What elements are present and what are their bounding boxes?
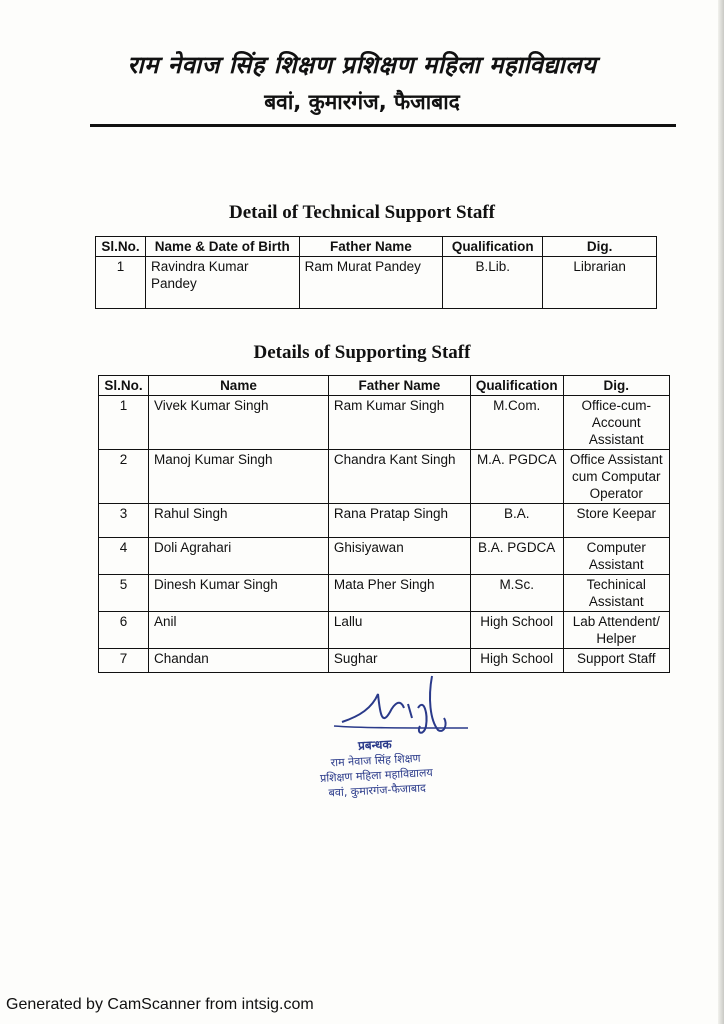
cell-name: Manoj Kumar Singh	[148, 450, 328, 504]
cell-qualification: M.Sc.	[470, 575, 563, 612]
supporting-staff-table	[98, 375, 670, 673]
cell-dig: Lab Attendent/ Helper	[563, 612, 669, 649]
cell-qualification: High School	[470, 612, 563, 649]
table-row	[99, 538, 670, 575]
table-row	[96, 257, 657, 309]
col-header-qualification: Qualification	[443, 237, 543, 257]
cell-slno: 1	[96, 257, 146, 309]
col-header-dig: Dig.	[563, 376, 669, 396]
institute-address: बवां, कुमारगंज, फैजाबाद	[264, 90, 460, 114]
cell-name: Chandan	[148, 649, 328, 673]
col-header-name: Name	[148, 376, 328, 396]
col-header-qualification: Qualification	[470, 376, 563, 396]
supporting-staff-title: Details of Supporting Staff	[253, 342, 471, 363]
table-row	[99, 612, 670, 649]
cell-dig: Techinical Assistant	[563, 575, 669, 612]
technical-staff-title: Detail of Technical Support Staff	[228, 202, 496, 223]
cell-qualification: B.Lib.	[443, 257, 543, 309]
cell-slno: 1	[99, 396, 149, 450]
cell-slno: 5	[99, 575, 149, 612]
principal-stamp	[295, 734, 458, 802]
col-header-slno: Sl.No.	[99, 376, 149, 396]
header-divider	[90, 124, 676, 127]
stamp-line: राम नेवाज सिंह शिक्षण	[330, 751, 421, 770]
cell-qualification: B.A.	[470, 504, 563, 538]
cell-father: Ram Murat Pandey	[299, 257, 443, 309]
cell-slno: 2	[99, 450, 149, 504]
table-row	[99, 396, 670, 450]
cell-father: Ghisiyawan	[328, 538, 470, 575]
stamp-line: प्रशिक्षण महिला महाविद्यालय	[319, 766, 434, 785]
cell-slno: 6	[99, 612, 149, 649]
cell-father: Mata Pher Singh	[328, 575, 470, 612]
cell-father: Rana Pratap Singh	[328, 504, 470, 538]
table-row	[99, 450, 670, 504]
cell-father: Ram Kumar Singh	[328, 396, 470, 450]
cell-slno: 4	[99, 538, 149, 575]
cell-name: Dinesh Kumar Singh	[148, 575, 328, 612]
cell-name: Rahul Singh	[148, 504, 328, 538]
stamp-title: प्रबन्धक	[357, 737, 392, 753]
cell-name: Vivek Kumar Singh	[148, 396, 328, 450]
cell-qualification: M.A. PGDCA	[470, 450, 563, 504]
cell-dig: Office Assistant cum Computar Operator	[563, 450, 669, 504]
cell-slno: 7	[99, 649, 149, 673]
cell-qualification: B.A. PGDCA	[470, 538, 563, 575]
cell-qualification: High School	[470, 649, 563, 673]
scanner-footer: Generated by CamScanner from intsig.com	[6, 996, 314, 1013]
cell-dig: Store Keepar	[563, 504, 669, 538]
table-row	[99, 575, 670, 612]
page-edge-shadow	[718, 0, 724, 1024]
cell-dig: Librarian	[543, 257, 657, 309]
cell-father: Sughar	[328, 649, 470, 673]
cell-name: Anil	[148, 612, 328, 649]
stamp-line: बवां, कुमारगंज-फैजाबाद	[328, 781, 427, 800]
col-header-father: Father Name	[328, 376, 470, 396]
col-header-father: Father Name	[299, 237, 443, 257]
technical-staff-table	[95, 236, 657, 309]
cell-name: Ravindra Kumar Pandey	[145, 257, 299, 309]
table-header-row	[99, 376, 670, 396]
institute-name: राम नेवाज सिंह शिक्षण प्रशिक्षण महिला महाविद्यालय	[127, 51, 597, 79]
table-header-row	[96, 237, 657, 257]
cell-qualification: M.Com.	[470, 396, 563, 450]
cell-slno: 3	[99, 504, 149, 538]
col-header-name: Name & Date of Birth	[145, 237, 299, 257]
cell-dig: Office-cum-Account Assistant	[563, 396, 669, 450]
cell-dig: Computer Assistant	[563, 538, 669, 575]
cell-dig: Support Staff	[563, 649, 669, 673]
col-header-slno: Sl.No.	[96, 237, 146, 257]
cell-father: Chandra Kant Singh	[328, 450, 470, 504]
col-header-dig: Dig.	[543, 237, 657, 257]
table-row	[99, 504, 670, 538]
cell-father: Lallu	[328, 612, 470, 649]
cell-name: Doli Agrahari	[148, 538, 328, 575]
